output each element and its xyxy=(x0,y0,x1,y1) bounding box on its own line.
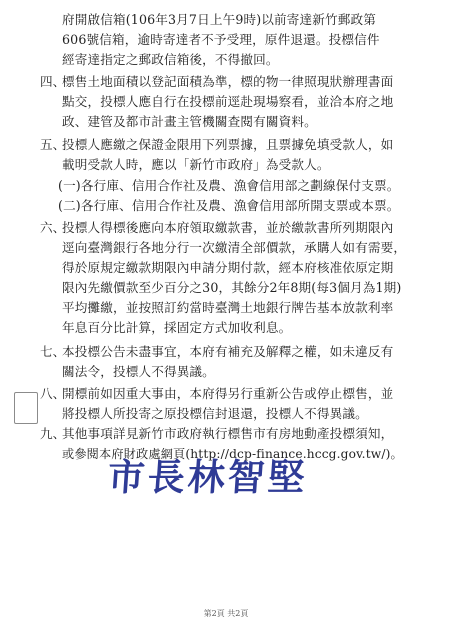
text-line: 將投標人所投寄之原投標信封退還，投標人不得異議。 xyxy=(62,406,368,421)
text-line: 府開啟信箱(106年3月7日上午9時)以前寄達新竹郵政第 xyxy=(62,12,376,27)
text-line: 經寄達指定之郵政信箱後，不得撤回。 xyxy=(62,52,279,67)
page-footer: 第2頁 共2頁 xyxy=(203,609,249,618)
text-line: 開標前如因重大事由，本府得另行重新公告或停止標售，並 xyxy=(62,386,394,401)
text-line: 標售土地面積以登記面積為準，標的物一律照現狀辦理書面 xyxy=(62,74,394,89)
text-line: 投標人得標後應向本府領取繳款書，並於繳款書所列期限內 xyxy=(62,220,394,235)
sub-item: (二)各行庫、信用合作社及農、漁會信用部所開支票或本票。 xyxy=(58,198,400,213)
text-line: 本投標公告未盡事宜，本府有補充及解釋之權，如未違反有 xyxy=(62,344,394,359)
text-line: 其他事項詳見新竹市政府執行標售市有房地動產投標須知， xyxy=(62,426,394,441)
text-line: 逕向臺灣銀行各地分行一次繳清全部價款，承購人如有需要， xyxy=(62,240,407,255)
text-line: 606號信箱，逾時寄達者不予受理，原件退還。投標信件 xyxy=(62,32,380,47)
item-number: 四、 xyxy=(40,74,66,89)
item-number: 七、 xyxy=(40,344,66,359)
item-number: 八、 xyxy=(40,386,66,401)
text-line: 投標人應繳之保證金限用下列票據，且票據免填受款人，如 xyxy=(62,137,394,152)
text-line: 政、建管及都市計畫主管機關查閱有關資料。 xyxy=(62,114,317,129)
item-number: 九、 xyxy=(40,426,66,441)
item-number: 六、 xyxy=(40,220,66,235)
mayor-signature: 市長林智堅 xyxy=(106,456,310,499)
text-line: 平均攤繳，並按照訂約當時臺灣土地銀行牌告基本放款利率 xyxy=(62,300,394,315)
sub-item: (一)各行庫、信用合作社及農、漁會信用部之劃線保付支票。 xyxy=(58,178,400,193)
item-number: 五、 xyxy=(40,137,66,152)
text-line: 限內先繳價款至少百分之30，其餘分2年8期(每3個月為1期) xyxy=(62,280,402,295)
text-line: 載明受款人時，應以「新竹市政府」為受款人。 xyxy=(62,157,330,172)
text-line: 或參閱本府財政處網頁(http://dcp-finance.hccg.gov.tw/)。 xyxy=(62,447,403,461)
text-line: 年息百分比計算，採固定方式加收利息。 xyxy=(62,320,292,335)
text-line: 得於原規定繳款期限內申請分期付款，經本府核准依原定期 xyxy=(62,260,394,275)
text-line: 點交，投標人應自行在投標前逕赴現場察看，並洽本府之地 xyxy=(62,94,394,109)
text-line: 關法令，投標人不得異議。 xyxy=(62,364,215,379)
seal-stamp xyxy=(14,392,38,424)
